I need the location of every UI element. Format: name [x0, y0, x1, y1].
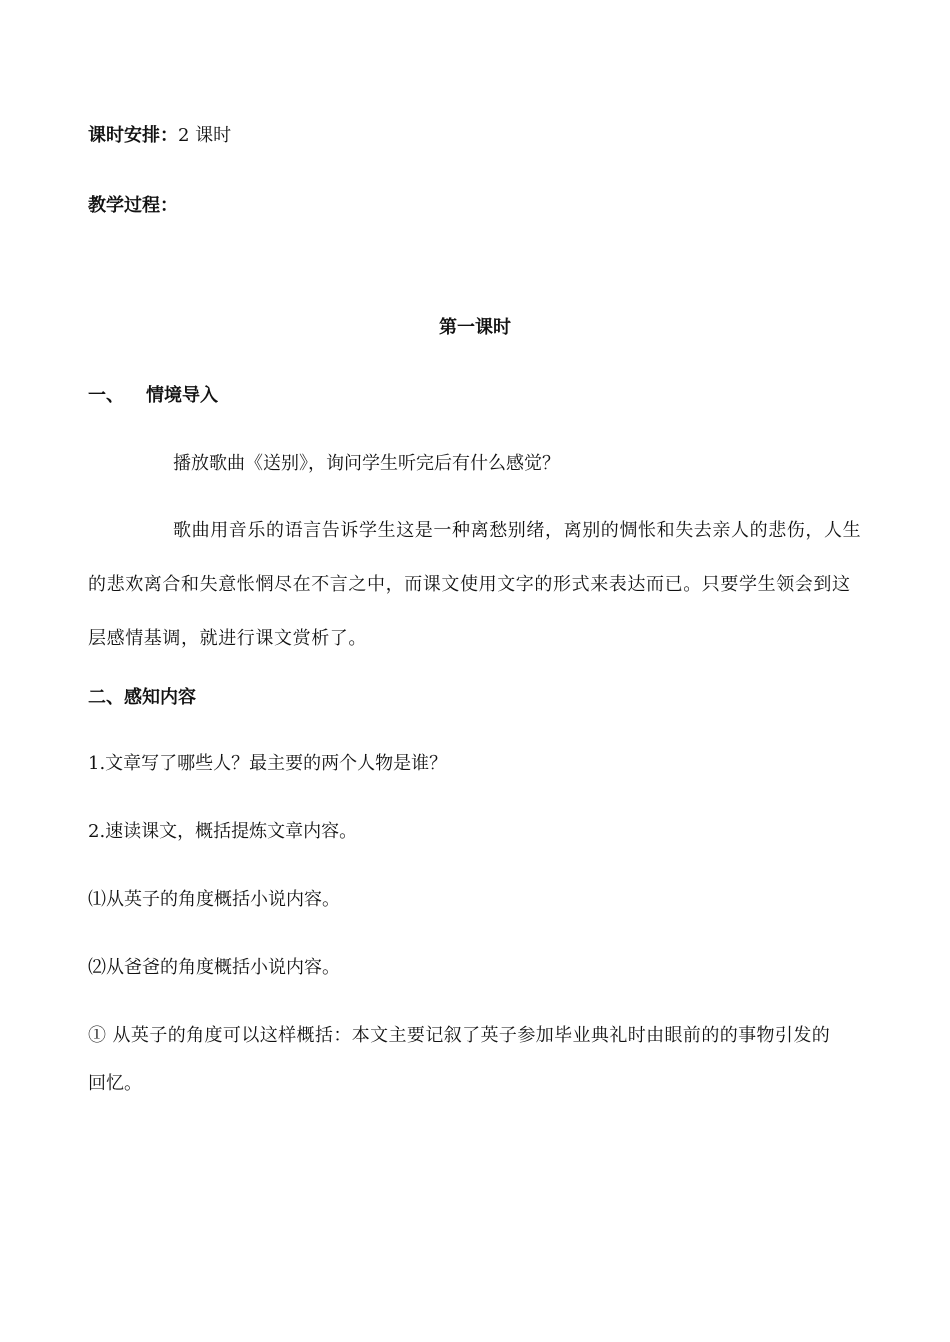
schedule-line [88, 124, 231, 148]
section2-heading: 二、感知内容 [88, 687, 196, 708]
sub-question-2: ⑵从爸爸的角度概括小说内容。 [88, 957, 340, 978]
answer-line-1: ① 从英子的角度可以这样概括：本文主要记叙了英子参加毕业典礼时由眼前的的事物引发的 [88, 1025, 831, 1046]
answer-line-2: 回忆。 [88, 1073, 142, 1094]
section1-paragraph-1: 播放歌曲《送别》，询问学生听完后有什么感觉？ [173, 453, 560, 474]
section1-number: 一、 [88, 385, 124, 406]
section1-heading [88, 384, 218, 408]
section1-title: 情境导入 [146, 385, 218, 406]
schedule-label: 课时安排： [88, 125, 178, 146]
section1-paragraph-2: 歌曲用音乐的语言告诉学生这是一种离愁别绪，离别的惆怅和失去亲人的悲伤，人生的悲欢离合和失意怅惘尽在不言之中，而课文使用文字的形式来表达而已。只要学生领会到这层感情基调，就进行课文赏析了。 [88, 520, 862, 649]
question-2: 2.速读课文，概括提炼文章内容。 [88, 821, 358, 842]
lesson-title: 第一课时 [439, 317, 511, 338]
schedule-value: 2 课时 [178, 125, 232, 146]
sub-question-1: ⑴从英子的角度概括小说内容。 [88, 889, 340, 910]
question-1: 1.文章写了哪些人？最主要的两个人物是谁？ [88, 753, 448, 774]
process-heading: 教学过程： [88, 195, 178, 216]
